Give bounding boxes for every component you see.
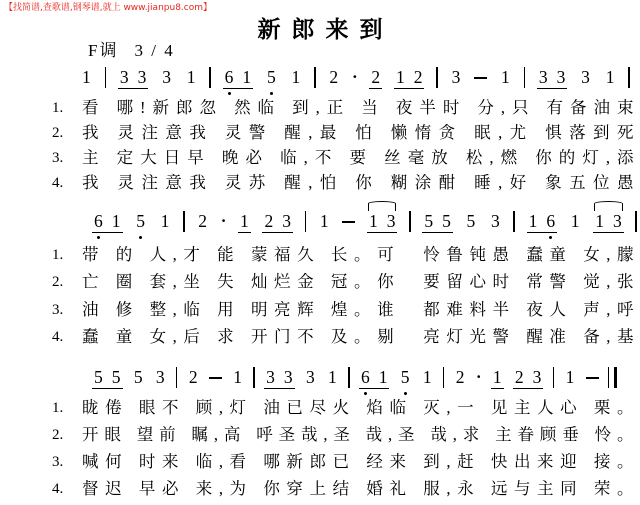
low-octave-dot <box>139 236 142 239</box>
lyric-row <box>52 172 634 194</box>
barline <box>305 211 307 232</box>
slur-note-group <box>593 211 624 233</box>
barline <box>524 67 526 88</box>
note: 6 <box>225 67 234 87</box>
note: 1 <box>378 367 388 387</box>
note-group <box>185 67 198 88</box>
low-octave-dot <box>97 236 100 239</box>
note-group <box>159 211 172 232</box>
barline <box>635 211 637 232</box>
low-octave-dot <box>364 392 367 395</box>
note-group <box>264 367 295 389</box>
note-group <box>465 211 478 232</box>
lyric-row <box>52 478 634 500</box>
lyric-row <box>52 244 634 266</box>
note-group <box>223 67 254 89</box>
note-group <box>154 367 167 388</box>
note: 1 <box>82 67 91 87</box>
note-group <box>92 367 123 389</box>
note: 1 <box>242 67 252 87</box>
page-title: 新郎来到 <box>257 17 394 43</box>
note: 1 <box>319 211 329 231</box>
key-label: F调 <box>88 41 119 60</box>
note: 3 <box>283 367 293 387</box>
note: 5 <box>136 211 145 231</box>
note: 3 <box>612 211 622 231</box>
note-group <box>318 211 331 232</box>
note-group <box>304 367 317 388</box>
barline <box>314 67 316 88</box>
music-line-2 <box>92 211 637 241</box>
note-group <box>527 211 558 233</box>
lyric-row <box>52 147 634 169</box>
barline <box>176 367 178 388</box>
note: 1 <box>160 211 170 231</box>
verse-number: 2. <box>52 427 64 443</box>
verse-number: 1. <box>52 400 64 416</box>
note: 3 <box>490 211 500 231</box>
augmentation-dot: · <box>220 211 227 230</box>
augmentation-dot: · <box>351 67 358 86</box>
lyric-row <box>52 122 634 144</box>
barline <box>436 67 438 88</box>
note-group <box>399 367 412 388</box>
verse-number: 2. <box>52 274 64 290</box>
note-group <box>118 67 149 89</box>
note: 2 <box>264 211 274 231</box>
barline <box>348 367 350 388</box>
note-group <box>579 67 592 88</box>
note: 5 <box>424 211 434 231</box>
lyric-row <box>52 397 634 419</box>
note-group <box>537 67 568 89</box>
note: 5 <box>133 367 143 387</box>
note: 3 <box>305 367 315 387</box>
lyric-text: 我 灵注意我 灵苏 醒,怕 你 糊涂酣 睡,好 象五位愚 <box>82 173 635 192</box>
lyric-text: 带 的 人,才 能 蒙福久 长。可 怜鲁钝愚 蠢童 女,朦 <box>82 245 634 264</box>
lyric-text: 主 定大日早 晚必 临,不 要 丝毫放 松,燃 你的灯,添 <box>82 148 635 167</box>
note-group <box>604 67 617 88</box>
note: 3 <box>556 67 566 87</box>
note-group <box>187 367 200 388</box>
note: 1 <box>422 367 432 387</box>
note: 2 <box>371 67 381 87</box>
lyric-row <box>52 424 634 446</box>
barline <box>553 367 555 388</box>
note-group <box>132 367 145 388</box>
note: 1 <box>570 211 580 231</box>
note: 2 <box>455 367 465 387</box>
note-group <box>491 367 504 389</box>
note: 3 <box>532 367 542 387</box>
note-group <box>489 211 502 232</box>
note-group <box>394 67 425 89</box>
barline <box>253 367 255 388</box>
note: 3 <box>266 367 275 387</box>
duration-dash <box>474 77 487 79</box>
lyric-row <box>52 271 634 293</box>
note-group <box>450 67 463 88</box>
barline <box>409 211 411 232</box>
note: 5 <box>267 67 276 87</box>
note: 1 <box>368 211 378 231</box>
duration-dash <box>586 377 599 379</box>
barline <box>105 67 107 88</box>
note: 3 <box>155 367 165 387</box>
note-group <box>80 67 93 88</box>
note: 1 <box>291 67 301 87</box>
note: 3 <box>386 211 396 231</box>
watermark-text: 【找简谱,查歌谱,钢琴谱,就上 www.jianpu8.com】 <box>4 3 213 13</box>
note: 1 <box>233 367 242 387</box>
lyric-text: 蠢 童 女,后 求 开门不 及。剔 亮灯光警 醒准 备,基 <box>82 327 634 346</box>
barline <box>628 67 630 88</box>
note-group <box>231 367 244 388</box>
note-group <box>196 211 209 232</box>
note: 1 <box>111 211 121 231</box>
note-group <box>290 67 303 88</box>
note: 2 <box>514 367 524 387</box>
slur-note-group <box>367 211 398 233</box>
lyric-text: 开眼 望前 瞩,高 呼圣哉,圣 哉,圣 哉,求 主眷顾垂 怜。 <box>82 425 634 444</box>
note: 5 <box>401 367 410 387</box>
augmentation-dot: · <box>475 367 482 386</box>
verse-number: 1. <box>52 247 64 263</box>
note: 5 <box>94 367 103 387</box>
note-group <box>369 67 382 89</box>
note: 6 <box>94 211 103 231</box>
note: 3 <box>162 67 171 87</box>
note-group <box>569 211 582 232</box>
lyric-row <box>52 299 634 321</box>
note: 3 <box>451 67 461 87</box>
barline <box>209 67 211 88</box>
note-group <box>134 211 147 232</box>
low-octave-dot <box>228 92 231 95</box>
lyric-text: 喊何 时来 临,看 哪新郎已 经来 到,赶 快出来迎 接。 <box>82 452 634 471</box>
note: 3 <box>119 67 129 87</box>
note-group <box>160 67 173 88</box>
verse-number: 4. <box>52 175 64 191</box>
note: 1 <box>492 367 502 387</box>
barline <box>443 367 445 388</box>
music-line-3 <box>92 367 617 397</box>
note: 6 <box>361 367 370 387</box>
note: 3 <box>538 67 548 87</box>
note-group <box>359 367 390 389</box>
note: 1 <box>240 211 249 231</box>
note: 2 <box>413 67 423 87</box>
low-octave-dot <box>404 392 407 395</box>
meter-label: 3 / 4 <box>134 41 175 60</box>
note-group <box>92 211 123 233</box>
verse-number: 2. <box>52 125 64 141</box>
lyric-row <box>52 326 634 348</box>
lyric-text: 督迟 早必 来,为 你穿上结 婚礼 服,永 远与主同 荣。 <box>82 479 634 498</box>
barline <box>183 211 185 232</box>
note: 5 <box>111 367 121 387</box>
verse-number: 1. <box>52 100 64 116</box>
note: 2 <box>198 211 207 231</box>
note-group <box>422 211 453 233</box>
barline <box>513 211 515 232</box>
note: 3 <box>137 67 147 87</box>
note-group <box>564 367 577 388</box>
final-barline <box>608 367 617 388</box>
note: 2 <box>329 67 339 87</box>
note: 2 <box>188 367 198 387</box>
note: 1 <box>328 367 337 387</box>
note-group <box>326 367 339 388</box>
duration-dash <box>209 377 222 379</box>
note-group <box>265 67 278 88</box>
note: 1 <box>565 367 575 387</box>
lyric-row <box>52 451 634 473</box>
note: 1 <box>186 67 196 87</box>
note: 3 <box>282 211 291 231</box>
low-octave-dot <box>549 236 552 239</box>
lyric-text: 亡 圈 套,坐 失 灿烂金 冠。你 要留心时 常警 觉,张 <box>82 272 634 291</box>
verse-number: 3. <box>52 454 64 470</box>
note-group <box>454 367 467 388</box>
note-group <box>513 367 544 389</box>
verse-number: 4. <box>52 481 64 497</box>
note: 5 <box>442 211 451 231</box>
note: 6 <box>546 211 555 231</box>
lyric-text: 我 灵注意我 灵警 醒,最 怕 懒惰贪 眠,尤 惧落到死 <box>82 123 635 142</box>
verse-number: 3. <box>52 150 64 166</box>
verse-number: 4. <box>52 329 64 345</box>
note: 1 <box>500 67 510 87</box>
lyric-text: 看 哪!新郎忽 然临 到,正 当 夜半时 分,只 有备油束 <box>82 98 634 117</box>
note: 1 <box>605 67 615 87</box>
verse-number: 3. <box>52 302 64 318</box>
note-group <box>238 211 251 233</box>
low-octave-dot <box>270 92 273 95</box>
note-group <box>421 367 434 388</box>
music-line-1 <box>80 67 630 97</box>
note: 1 <box>595 211 604 231</box>
note-group <box>499 67 512 88</box>
duration-dash <box>342 221 355 223</box>
lyric-text: 眬倦 眼不 顾,灯 油已尽火 焰临 灭,一 见主人心 栗。 <box>82 398 634 417</box>
note-group <box>327 67 340 88</box>
note: 1 <box>395 67 405 87</box>
note-group <box>262 211 293 233</box>
lyric-row <box>52 97 634 119</box>
note: 3 <box>581 67 590 87</box>
note: 5 <box>466 211 476 231</box>
note: 1 <box>528 211 538 231</box>
key-signature <box>88 36 175 61</box>
lyric-text: 油 修 整,临 用 明亮辉 煌。谁 都难料半 夜人 声,呼 <box>82 300 634 319</box>
